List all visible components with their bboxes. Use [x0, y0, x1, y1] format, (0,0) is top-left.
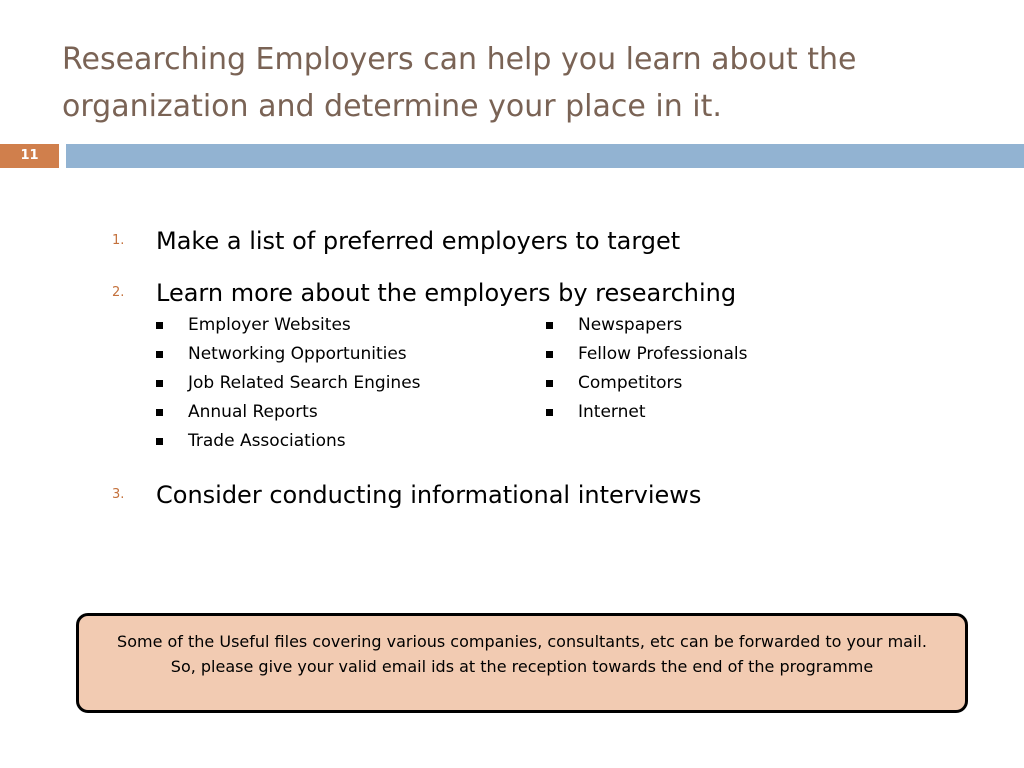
step-number: 3.: [112, 487, 125, 502]
step-text: Consider conducting informational interviews: [156, 481, 702, 509]
note-text: Some of the Useful files covering various companies, consultants, etc can be forwarded to your mail. So, please give your valid email ids at the reception towards the end of the programme: [117, 632, 927, 676]
list-item: [546, 311, 748, 340]
slide-title: Researching Employers can help you learn about the organization and determine your place in it.: [62, 42, 857, 124]
step-text: Make a list of preferred employers to target: [156, 227, 681, 255]
list-item-label: Trade Associations: [188, 431, 346, 451]
list-item: [156, 427, 421, 456]
square-bullet-icon: [546, 351, 553, 358]
header-rule-bar: [66, 144, 1024, 168]
list-item-label: Internet: [578, 402, 646, 422]
square-bullet-icon: [546, 409, 553, 416]
step-number: 2.: [112, 285, 125, 300]
list-item-label: Annual Reports: [188, 402, 318, 422]
square-bullet-icon: [546, 322, 553, 329]
list-item-label: Newspapers: [578, 315, 683, 335]
slide-number-badge: 11: [0, 144, 59, 168]
research-sources-left-list: [156, 311, 421, 456]
list-item-label: Job Related Search Engines: [188, 373, 421, 393]
list-item: [156, 398, 421, 427]
list-item-label: Fellow Professionals: [578, 344, 748, 364]
square-bullet-icon: [156, 351, 163, 358]
list-item: [546, 340, 748, 369]
list-item-label: Competitors: [578, 373, 683, 393]
list-item-label: Employer Websites: [188, 315, 351, 335]
square-bullet-icon: [156, 322, 163, 329]
square-bullet-icon: [546, 380, 553, 387]
square-bullet-icon: [156, 409, 163, 416]
list-item: [546, 369, 748, 398]
square-bullet-icon: [156, 438, 163, 445]
square-bullet-icon: [156, 380, 163, 387]
list-item: [156, 340, 421, 369]
step-text: Learn more about the employers by researching: [156, 279, 737, 307]
research-sources-right-list: [546, 311, 748, 427]
list-item: [156, 369, 421, 398]
list-item: [546, 398, 748, 427]
useful-files-note: [76, 613, 968, 713]
step-number: 1.: [112, 233, 125, 248]
list-item-label: Networking Opportunities: [188, 344, 407, 364]
list-item: [156, 311, 421, 340]
